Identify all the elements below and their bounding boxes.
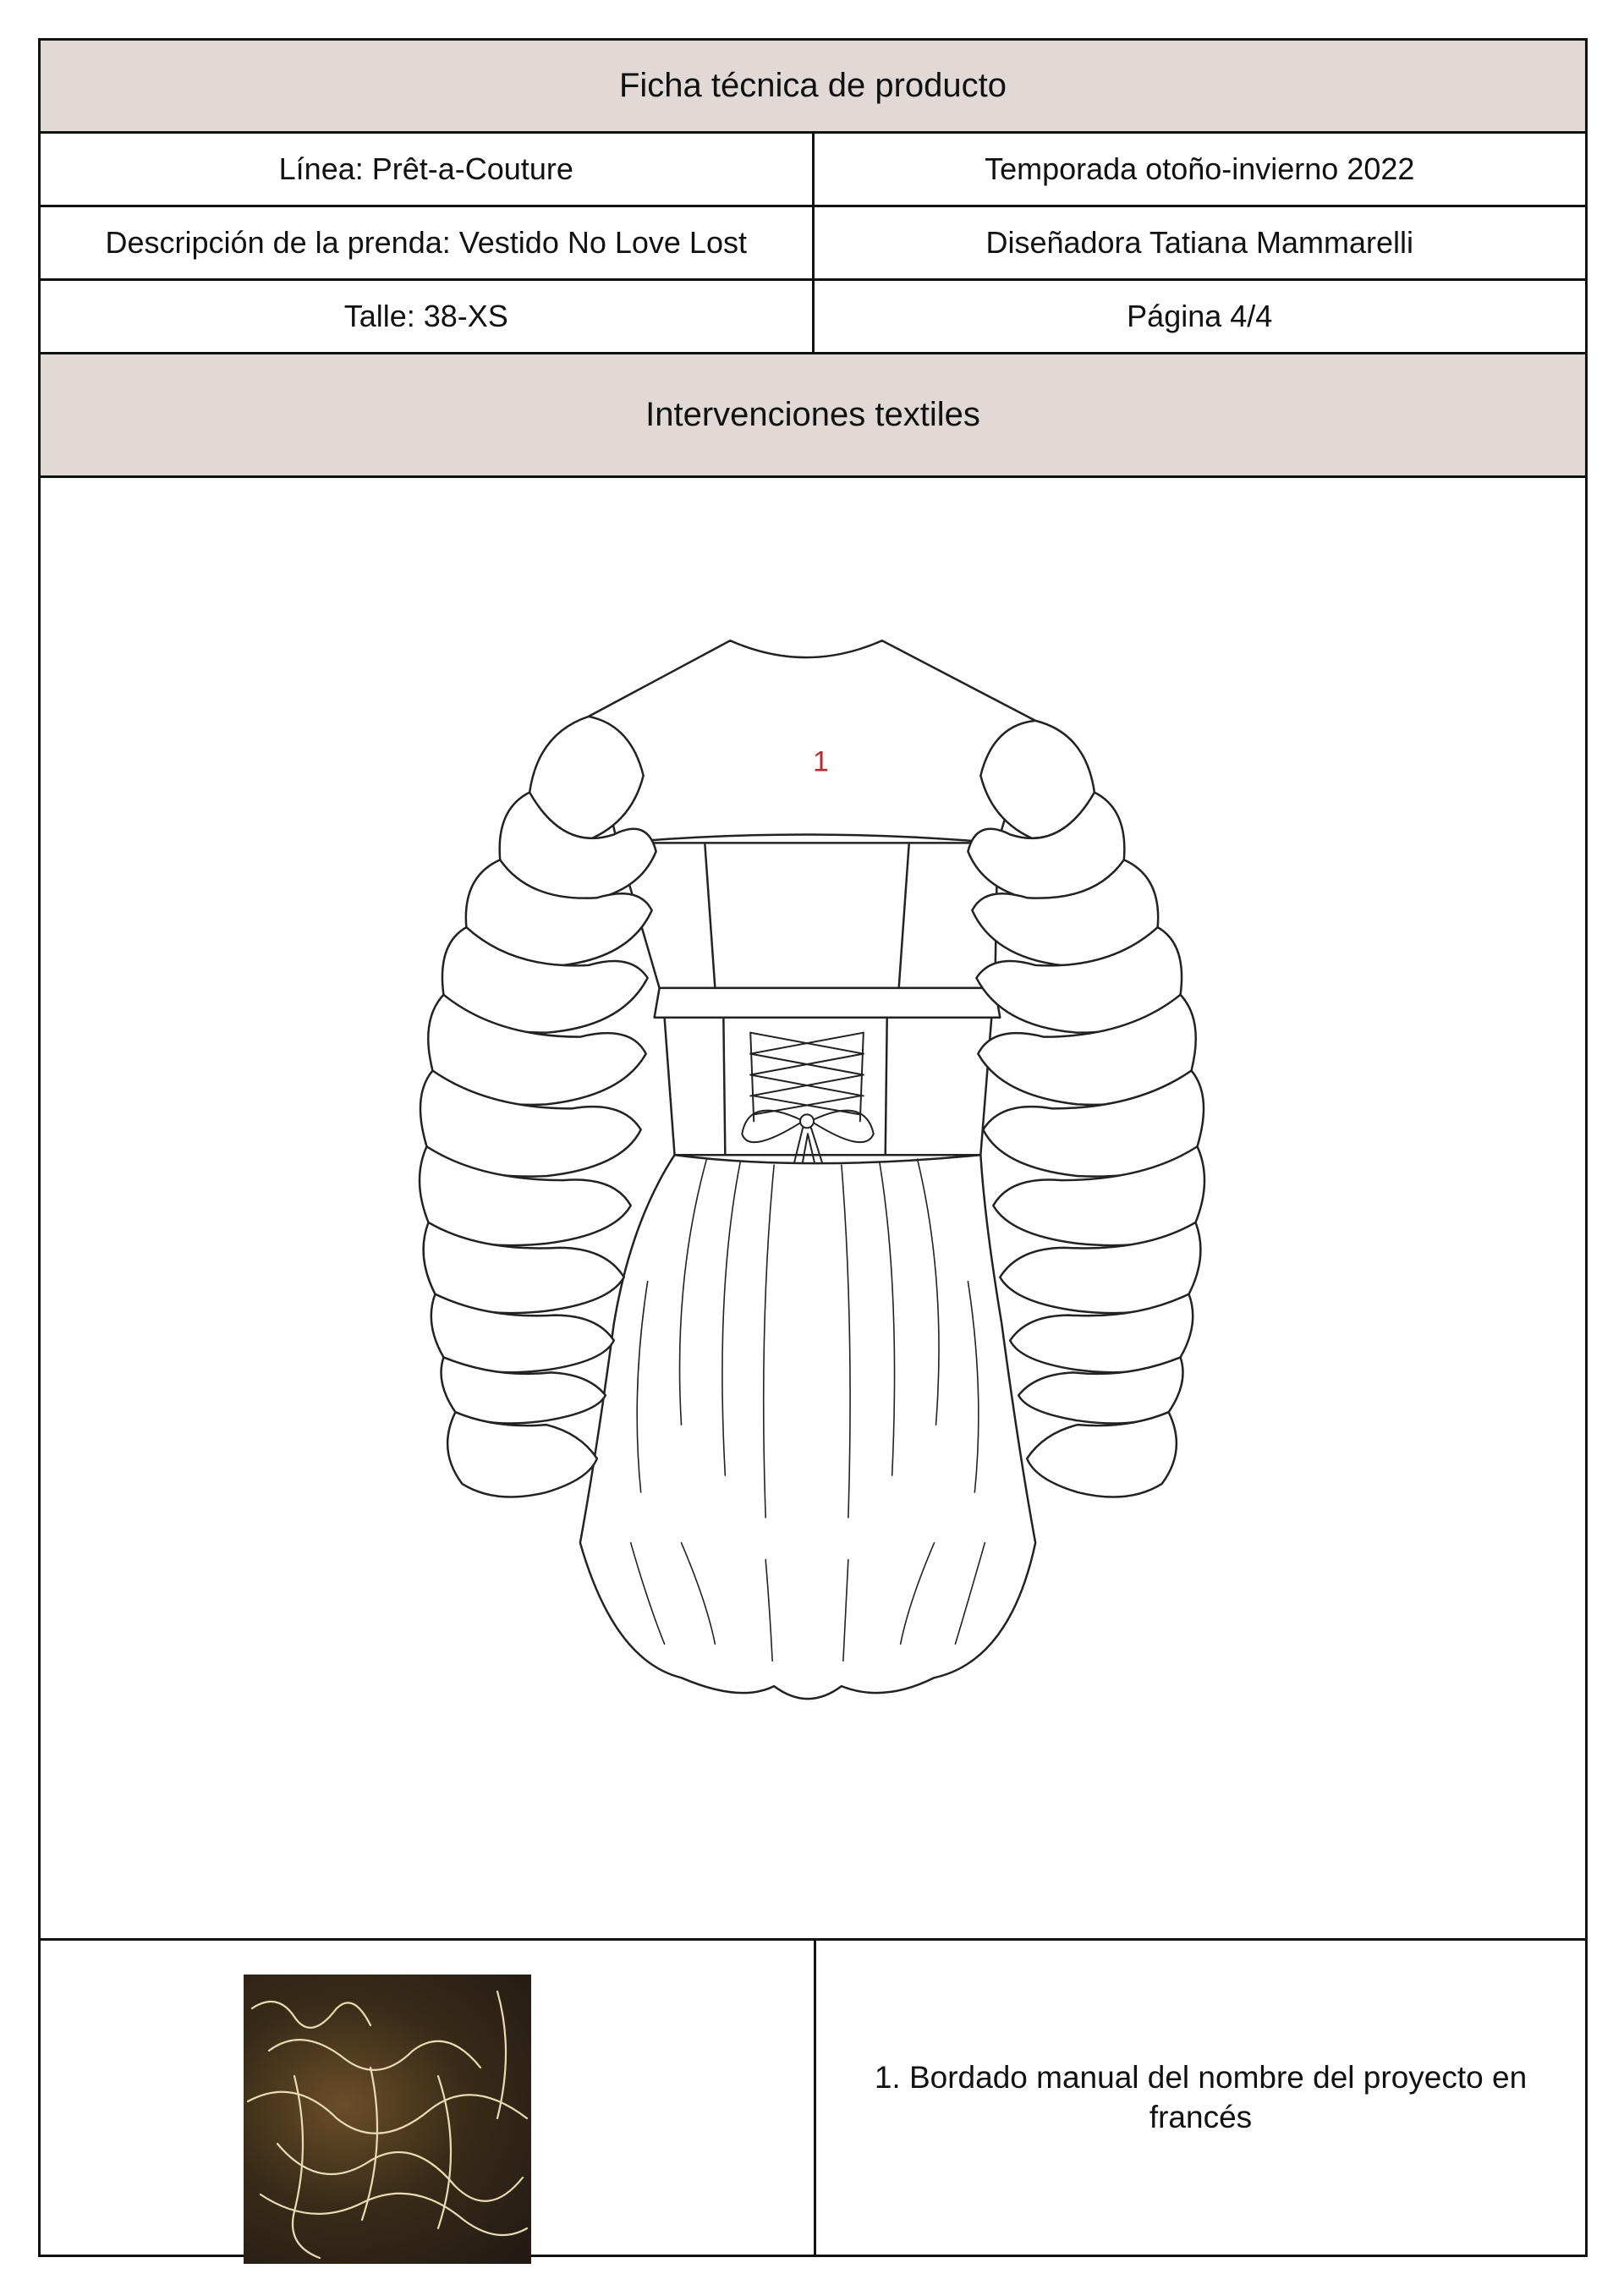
- description-cell: Descripción de la prenda: Vestido No Love Lost: [41, 207, 815, 278]
- tech-sheet: [38, 38, 1588, 2257]
- detail-photo-cell: [41, 1941, 816, 2255]
- page-cell: Página 4/4: [1127, 299, 1273, 333]
- section-header: [41, 354, 1585, 478]
- section-title: Intervenciones textiles: [645, 396, 980, 433]
- season-cell: Temporada otoño-invierno 2022: [985, 151, 1415, 186]
- info-row-2: [41, 207, 1585, 281]
- info-row-3: [41, 281, 1585, 354]
- garment-drawing-area: [41, 478, 1585, 1941]
- garment-back-sketch: [41, 478, 1585, 1938]
- designer-cell: Diseñadora Tatiana Mammarelli: [985, 225, 1414, 260]
- info-row-1: [41, 134, 1585, 207]
- line-cell: Línea: Prêt-a-Couture: [41, 134, 815, 205]
- size-cell: Talle: 38-XS: [41, 281, 815, 352]
- sheet-title: Ficha técnica de producto: [618, 67, 1007, 104]
- detail-note-cell: [816, 1941, 1585, 2255]
- embroidery-note: 1. Bordado manual del nombre del proyecto en francés: [874, 2060, 1528, 2134]
- drawing-marker-1: 1: [813, 745, 829, 778]
- embroidery-photo: [244, 1975, 531, 2264]
- sheet-header: [41, 41, 1585, 134]
- detail-row: [41, 1941, 1585, 2255]
